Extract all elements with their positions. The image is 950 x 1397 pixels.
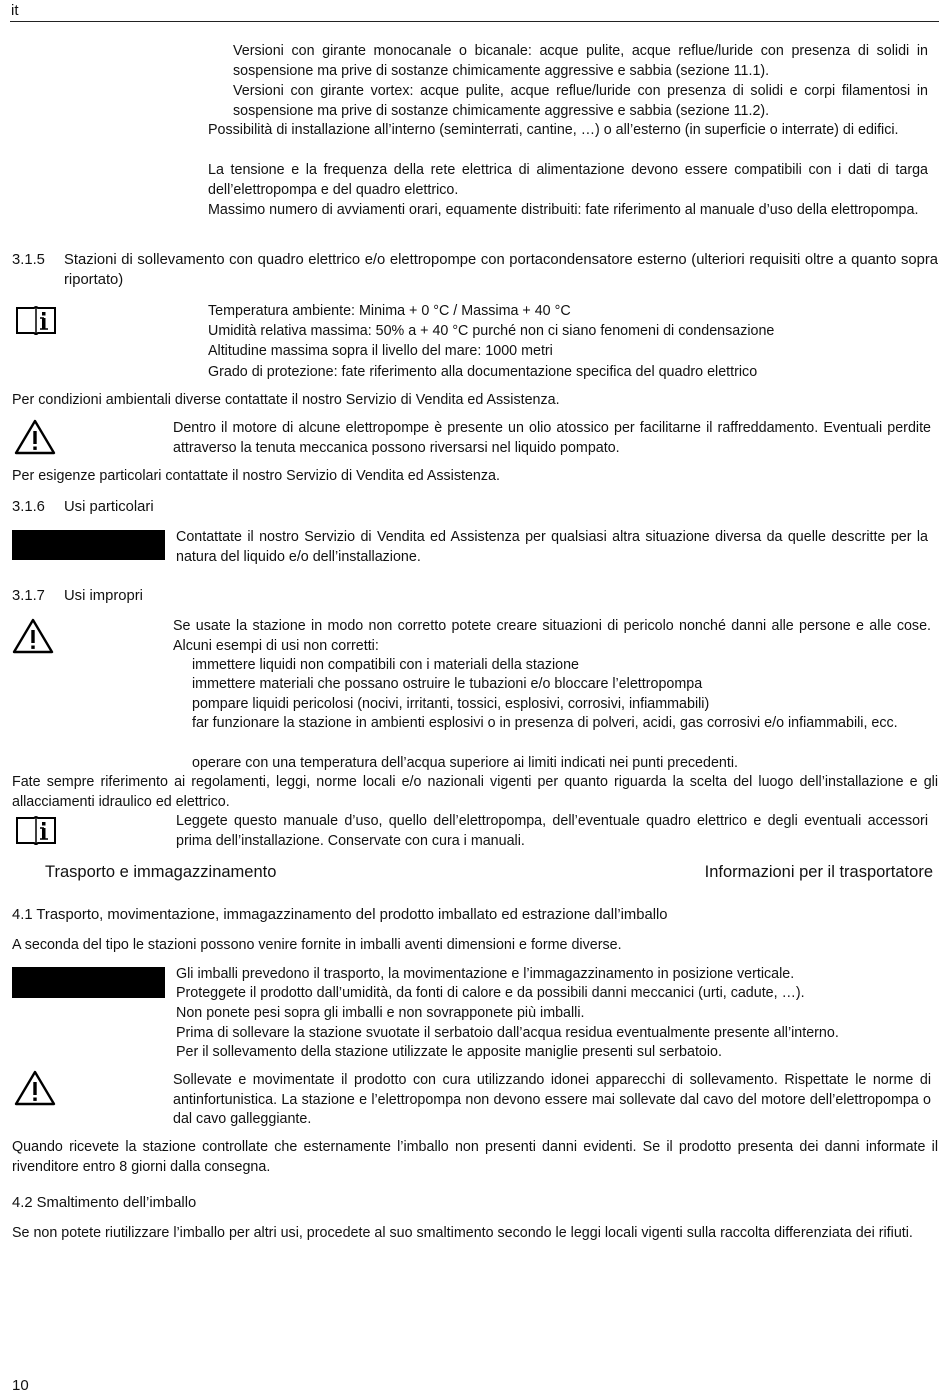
black-notice-bar [12,530,165,560]
chapter-title: Trasporto e immagazzinamento [45,863,277,881]
section-number: 3.1.5 [12,252,45,268]
disposal-text: Se non potete riutilizzare l’imballo per altri usi, procedete al suo smaltimento secondo le leggi locali vigenti sulla raccolta differenziata dei rifiuti. [12,1225,913,1241]
section-heading-4-2: 4.2 Smaltimento dell’imballo [12,1195,197,1211]
env-line: Altitudine massima sopra il livello del mare: 1000 metri [208,343,553,359]
improper-use-example: operare con una temperatura dell’acqua superiore ai limiti indicati nei punti precedenti. [192,755,738,771]
packaging-note: Prima di sollevare la stazione svuotate il serbatoio dall’acqua residua eventualmente presente all’interno. [176,1025,839,1041]
warning-icon [13,1069,57,1107]
section-heading-3-1-7 [12,587,143,607]
contact-text: Per esigenze particolari contattate il nostro Servizio di Vendita ed Assistenza. [12,468,500,484]
oil-warning-text: Dentro il motore di alcune elettropompe è presente un olio atossico per facilitarne il raffreddamento. Eventuali perdite attraverso la tenuta meccanica possono riversarsi nel liquido pompato. [173,420,931,456]
contact-text: Per condizioni ambientali diverse contattate il nostro Servizio di Vendita ed Assistenza. [12,392,560,408]
packaging-note: Proteggete il prodotto dall’umidità, da fonti di calore e da possibili danni meccanici (urti, cadute, …). [176,985,805,1001]
env-line: Umidità relativa massima: 50% a + 40 °C purché non ci siano fenomeni di condensazione [208,323,775,339]
env-line: Temperatura ambiente: Minima + 0 °C / Massima + 40 °C [208,303,571,319]
intro-sub-item: Versioni con girante vortex: acque pulite, acque reflue/luride con presenza di solidi e corpi filamentosi in sospensione ma prive di sostanze chimicamente aggressive e sabbia (sezione 11.2). [233,83,928,119]
black-notice-bar [12,967,165,998]
manual-info-icon [14,303,58,337]
manuals-text: Leggete questo manuale d’uso, quello dell’elettropompa, dell’eventuale quadro elettrico e degli eventuali accessori prima dell’installazione. Conservate con cura i manuali. [176,813,928,849]
packaging-note: Gli imballi prevedono il trasporto, la movimentazione e l’immagazzinamento in posizione verticale. [176,966,795,982]
intro-item: Massimo numero di avviamenti orari, equamente distribuiti: fate riferimento al manuale d’uso della elettropompa. [208,202,919,218]
section-number: 3.1.6 [12,499,45,515]
intro-item: La tensione e la frequenza della rete elettrica di alimentazione devono essere compatibili con i dati di targa dell’elettropompa e del quadro elettrico. [208,162,928,198]
receipt-text: Quando ricevete la stazione controllate che esternamente l’imballo non presenti danni evidenti. Se il prodotto presenta dei danni informate il rivenditore entro 8 giorni dalla consegna. [12,1139,938,1175]
section-heading-3-1-5 [12,251,938,290]
packaging-note: Per il sollevamento della stazione utilizzate le apposite maniglie presenti sul serbatoio. [176,1044,722,1060]
warning-icon [11,617,55,655]
section-title: Usi impropri [64,588,143,604]
env-line: Grado di protezione: fate riferimento alla documentazione specifica del quadro elettrico [208,364,758,380]
improper-use-example: pompare liquidi pericolosi (nocivi, irritanti, tossici, esplosivi, corrosivi, infiammabili) [192,696,710,712]
packaging-intro: A seconda del tipo le stazioni possono venire fornite in imballi aventi dimensioni e forme diverse. [12,937,622,953]
section-title: Usi particolari [64,499,154,515]
section-title: Stazioni di sollevamento con quadro elettrico e/o elettropompe con portacondensatore esterno (ulteriori requisiti oltre a quanto sopra riportato) [64,252,938,288]
intro-sub-item: Versioni con girante monocanale o bicanale: acque pulite, acque reflue/luride con presenza di solidi in sospensione ma prive di sostanze chimicamente aggressive e sabbia (sezione 11.1). [233,43,928,79]
improper-use-warning: Se usate la stazione in modo non corretto potete creare situazioni di pericolo nonché danni alle persone e alle cose. Alcuni esempi di usi non corretti: [173,618,931,654]
warning-icon [13,418,57,456]
chapter-audience: Informazioni per il trasportatore [704,863,933,881]
regulations-text: Fate sempre riferimento ai regolamenti, leggi, norme locali e/o nazionali vigenti per quanto riguarda la scelta del luogo dell’installazione e gli allacciamenti idraulico ed elettrico. [12,774,938,810]
special-uses-text: Contattate il nostro Servizio di Vendita ed Assistenza per qualsiasi altra situazione diversa da quelle descritte per la natura del liquido e/o dell’installazione. [176,529,928,565]
intro-item: Possibilità di installazione all’interno (seminterrati, cantine, …) o all’esterno (in superficie o interrate) di edifici. [208,122,899,138]
language-code: it [11,2,19,19]
header-rule [10,21,939,22]
lifting-warning: Sollevate e movimentate il prodotto con cura utilizzando idonei apparecchi di sollevamento. Rispettate le norme di antinfortunistica. La stazione e l’elettropompa non devono essere mai sollevate dal cavo del motore dell’elettropompa o dal cavo galleggiante. [173,1072,931,1128]
packaging-note: Non ponete pesi sopra gli imballi e non sovrapponete più imballi. [176,1005,585,1021]
improper-use-example: immettere materiali che possano ostruire le tubazioni e/o bloccare l’elettropompa [192,676,703,692]
improper-use-example: far funzionare la stazione in ambienti esplosivi o in presenza di polveri, acidi, gas corrosivi e/o infiammabili, ecc. [192,715,898,731]
section-number: 3.1.7 [12,588,45,604]
section-heading-4-1: 4.1 Trasporto, movimentazione, immagazzinamento del prodotto imballato ed estrazione dall’imballo [12,907,668,923]
section-heading-3-1-6 [12,498,154,518]
manual-info-icon [14,813,58,847]
improper-use-example: immettere liquidi non compatibili con i materiali della stazione [192,657,579,673]
page-number: 10 [12,1377,29,1394]
